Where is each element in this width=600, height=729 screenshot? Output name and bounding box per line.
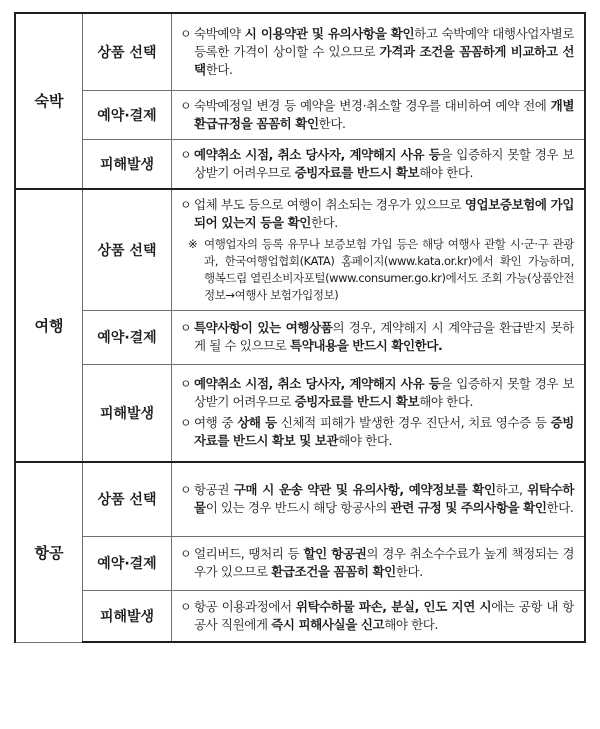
guidance-cell	[172, 364, 586, 462]
bullet-text	[194, 25, 574, 79]
guidance-cell	[172, 90, 586, 139]
bullet-mark: ㅇ	[180, 483, 192, 498]
bullet-mark: ㅇ	[180, 98, 192, 113]
plain-text: 업체 부도 등으로 여행이 취소되는 경우가 있으므로	[194, 196, 465, 212]
emphasis-text: 즉시 피해사실을 신고	[271, 616, 385, 632]
plain-text: 신체적 피해가 발생한 경우 진단서, 치료 영수증 등	[276, 415, 551, 431]
plain-text: 한다.	[205, 61, 233, 77]
plain-text: 의 경우 취소수수료가 높게 책정되는 경우가 있으므로	[194, 546, 575, 579]
guidance-cell	[172, 536, 586, 590]
plain-text: 항공 이용과정에서	[194, 598, 296, 614]
plain-text: 에는 공항 내 항공사 직원에게	[194, 598, 574, 632]
bullet-text	[194, 481, 574, 517]
table-row	[15, 310, 585, 364]
emphasis-text: 가격과 조건을 꼼꼼하게 비교하고 선택	[194, 43, 574, 77]
guidance-bullet	[180, 319, 574, 355]
emphasis-text: 특약사항이 있는 여행상품	[194, 320, 333, 335]
consumer-guide-table	[14, 12, 586, 643]
emphasis-text: 할인 항공권	[303, 546, 367, 561]
plain-text: 을 입증하지 못할 경우 보상받기 어려우므로	[194, 376, 575, 410]
plain-text: 해야 한다.	[338, 433, 393, 449]
stage-label-cell: 피해발생	[83, 590, 172, 642]
table-row	[15, 364, 585, 462]
category-cell: 항공	[15, 462, 83, 642]
plain-text: 한다.	[310, 214, 338, 230]
bullet-mark: ㅇ	[180, 377, 192, 392]
plain-text: 한다.	[395, 564, 423, 579]
table-row	[15, 536, 585, 590]
bullet-text	[194, 598, 574, 634]
stage-label-cell: 예약·결제	[83, 310, 172, 364]
emphasis-text: 예약취소 시점, 취소 당사자, 계약해지 사유 등	[194, 146, 441, 162]
plain-text: 을 입증하지 못할 경우 보상받기 어려우므로	[194, 146, 575, 180]
bullet-text	[194, 97, 574, 133]
guidance-bullet	[180, 375, 574, 411]
emphasis-text: 예약취소 시점, 취소 당사자, 계약해지 사유 등	[194, 376, 441, 392]
plain-text: 해야 한다.	[419, 394, 474, 410]
emphasis-text: 특약내용을 반드시 확인한다.	[290, 338, 443, 353]
category-cell: 숙박	[15, 13, 83, 189]
bullet-mark: ㅇ	[180, 26, 192, 41]
table-row	[15, 189, 585, 311]
guidance-cell	[172, 139, 586, 189]
bullet-mark: ㅇ	[180, 321, 192, 335]
guidance-bullet	[180, 545, 574, 581]
plain-text: 얼리버드, 땡처리 등	[194, 546, 304, 561]
emphasis-text: 위탁수하물 파손, 분실, 인도 지연 시	[295, 598, 492, 614]
emphasis-text: 시 이용약관 및 유의사항을 확인	[244, 25, 415, 41]
guidance-bullet	[180, 598, 574, 634]
bullet-mark: ㅇ	[180, 147, 192, 162]
plain-text: 숙박예약	[194, 25, 245, 41]
bullet-text	[194, 545, 574, 581]
plain-text: 항공권	[194, 482, 234, 498]
category-cell: 여행	[15, 189, 83, 463]
guidance-cell	[172, 189, 586, 311]
emphasis-text: 관련 규정 및 주의사항을 확인	[390, 500, 547, 516]
bullet-text	[194, 196, 574, 232]
table-row	[15, 13, 585, 90]
guidance-bullet	[180, 97, 574, 133]
plain-text: 의 경우, 계약해지 시 계약금을 환급받지 못하게 될 수 있으므로	[194, 320, 574, 353]
emphasis-text: 구매 시 운송 약관 및 유의사항, 예약정보를 확인	[233, 482, 496, 498]
guidance-bullet	[180, 25, 574, 79]
table-row	[15, 90, 585, 139]
plain-text: 해야 한다.	[384, 616, 439, 632]
emphasis-text: 증빙자료를 반드시 확보	[294, 394, 420, 410]
emphasis-text: 위탁수하물	[194, 482, 574, 516]
guidance-cell	[172, 13, 586, 90]
bullet-text	[194, 375, 574, 411]
plain-text: 해야 한다.	[419, 164, 474, 180]
emphasis-text: 개별 환급규정을 꼼꼼히 확인	[194, 97, 574, 131]
guidance-bullet	[180, 481, 574, 517]
table-row	[15, 462, 585, 536]
table-row	[15, 139, 585, 189]
guidance-bullet	[180, 414, 574, 450]
stage-label-cell: 상품 선택	[83, 13, 172, 90]
guidance-bullet	[180, 196, 574, 232]
note-text: 여행업자의 등록 유무나 보증보험 가입 등은 해당 여행사 관할 시·군·구 관광과, 한국여행업협회(KATA) 홈페이지(www.kata.or.kr)에서 확인 가능하며, 행복드림 열린소비자포털(www.consumer.go.kr)에서도 조회 가능(상품안전정보→여행사 보험가입정보)	[204, 236, 574, 302]
plain-text: 숙박예정일 변경 등 예약을 변경·취소할 경우를 대비하여 예약 전에	[194, 97, 551, 113]
plain-text: 한다.	[318, 115, 346, 131]
guidance-cell	[172, 590, 586, 642]
plain-text: 하고,	[495, 482, 528, 498]
table-row	[15, 590, 585, 642]
bullet-mark: ㅇ	[180, 547, 192, 561]
reference-note	[180, 236, 574, 304]
bullet-mark: ㅇ	[180, 599, 192, 614]
stage-label-cell: 예약·결제	[83, 90, 172, 139]
emphasis-text: 상해 등	[237, 415, 277, 431]
stage-label-cell: 피해발생	[83, 364, 172, 462]
plain-text: 이 있는 경우 반드시 해당 항공사의	[205, 500, 391, 516]
bullet-mark: ㅇ	[180, 197, 192, 212]
emphasis-text: 증빙자료를 반드시 확보 및 보관	[194, 415, 574, 449]
plain-text: 여행 중	[194, 415, 238, 431]
stage-label-cell: 상품 선택	[83, 189, 172, 311]
stage-label-cell: 예약·결제	[83, 536, 172, 590]
plain-text: 한다.	[546, 500, 574, 516]
stage-label-cell: 피해발생	[83, 139, 172, 189]
guidance-cell	[172, 310, 586, 364]
note-mark: ※	[188, 236, 198, 251]
plain-text: 하고 숙박예약 대행사업자별로 등록한 가격이 상이할 수 있으므로	[194, 25, 574, 59]
bullet-text	[194, 319, 574, 355]
guidance-bullet	[180, 146, 574, 182]
guidance-cell	[172, 462, 586, 536]
emphasis-text: 영업보증보험에 가입되어 있는지 등을 확인	[194, 196, 574, 230]
bullet-text	[194, 414, 574, 450]
emphasis-text: 환급조건을 꼼꼼히 확인	[271, 564, 396, 579]
stage-label-cell: 상품 선택	[83, 462, 172, 536]
bullet-text	[194, 146, 574, 182]
emphasis-text: 증빙자료를 반드시 확보	[294, 164, 420, 180]
bullet-mark: ㅇ	[180, 416, 192, 431]
